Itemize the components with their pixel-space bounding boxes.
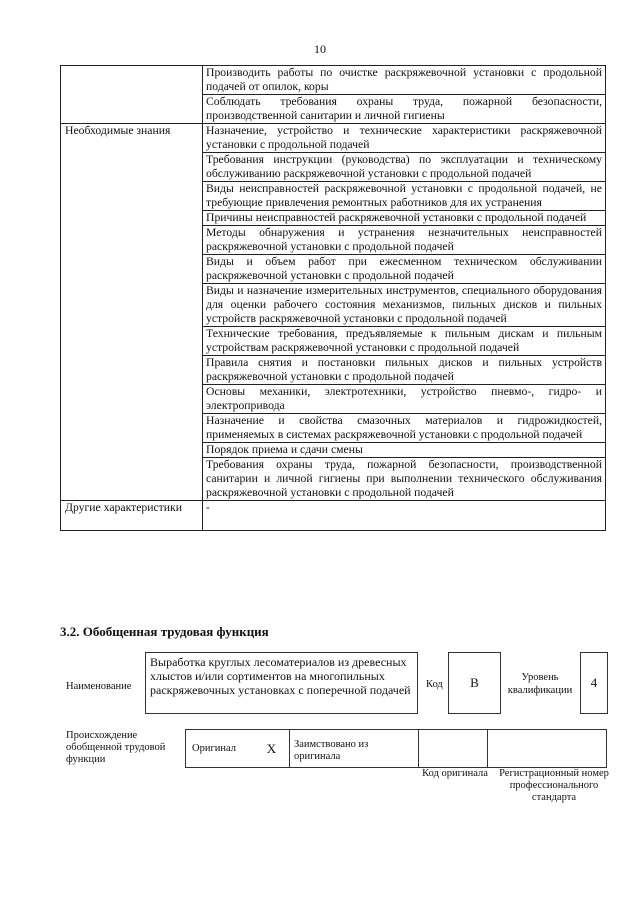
row-text: Методы обнаружения и устранения незначительных неисправностей раскряжевочной установки с продольной подачей [203,226,606,255]
row-text: Назначение, устройство и технические характеристики раскряжевочной установки с продольной подачей [203,124,606,153]
row-label [61,66,203,124]
row-text: Виды и объем работ при ежесменном техническом обслуживании раскряжевочной установки с продольной подачей [203,255,606,284]
reg-number-cell [487,729,607,768]
level-label: Уровень квалификации [507,672,573,696]
name-label: Наименование [66,681,132,692]
row-text: Назначение и свойства смазочных материалов и гидрожидкостей, применяемых в системах раскряжевочной установки с продольной подачей [203,414,606,443]
row-text: Правила снятия и постановки пильных дисков и пильных устройств раскряжевочной установки с продольной подачей [203,356,606,385]
code-value: B [448,652,501,714]
original-label: Оригинал [185,729,255,768]
origin-label: Происхождение обобщенной трудовой функции [66,730,166,765]
code-original-caption: Код оригинала [422,768,488,779]
original-mark: X [254,729,290,768]
row-text: Виды неисправностей раскряжевочной установки с продольной подачей, не требующие привлечения ремонтных работников для их устранения [203,182,606,211]
table-row [61,501,606,531]
reg-number-caption: Регистрационный номер профессионального стандарта [499,768,609,803]
row-text: Основы механики, электротехники, устройство пневмо-, гидро- и электропривода [203,385,606,414]
origin-table [186,729,607,768]
table-row [61,66,606,95]
section-heading: 3.2. Обобщенная трудовая функция [60,624,269,639]
row-text: Требования охраны труда, пожарной безопасности, производственной санитарии и личной гигиены при выполнении технического обслуживания раскряжевочной установки с продольной подачей [203,458,606,501]
row-text: Производить работы по очистке раскряжевочной установки с продольной подачей от опилок, коры [203,66,606,95]
row-text: Порядок приема и сдачи смены [203,443,606,458]
code-label: Код [426,679,443,690]
name-value: Выработка круглых лесоматериалов из древесных хлыстов и/или сортиментов на многопильных раскряжевочных установках с поперечной подачей [145,652,418,714]
row-label: Другие характеристики [61,501,203,531]
row-text: Соблюдать требования охраны труда, пожарной безопасности, производственной санитарии и личной гигиены [203,95,606,124]
level-value: 4 [580,652,608,714]
row-text: Причины неисправностей раскряжевочной установки с продольной подачей [203,211,606,226]
row-label: Необходимые знания [61,124,203,501]
borrowed-label: Заимствовано из оригинала [289,729,419,768]
table-row [61,124,606,153]
page-number: 10 [314,42,326,56]
row-text: - [203,501,606,531]
row-text: Требования инструкции (руководства) по эксплуатации и техническому обслуживанию раскряжевочной установки с продольной подачей [203,153,606,182]
code-original-cell [418,729,488,768]
knowledge-table [60,65,606,531]
row-text: Виды и назначение измерительных инструментов, специального оборудования для оценки рабочего состояния механизмов, пильных дисков и пильных устройств раскряжевочной установки с продольной подачей [203,284,606,327]
row-text: Технические требования, предъявляемые к пильным дискам и пильным устройствам раскряжевочной установки с продольной подачей [203,327,606,356]
